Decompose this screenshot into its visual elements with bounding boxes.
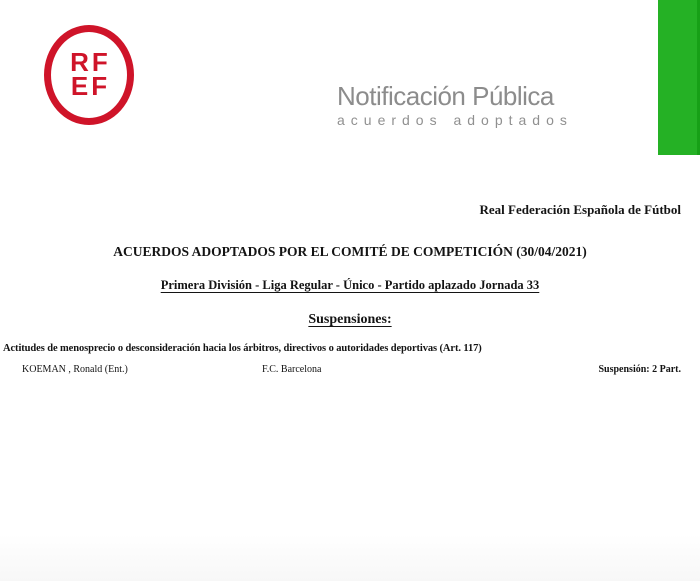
sanction-value: Suspensión: 2 Part. [598, 364, 681, 375]
brand-title: Notificación Pública [337, 81, 554, 111]
brand-header [337, 83, 573, 128]
section-title-suspensiones: Suspensiones: [308, 312, 392, 327]
rfef-logo-line2: EF [70, 71, 111, 101]
competition-line: Primera División - Liga Regular - Único - Partido aplazado Jornada 33 [160, 278, 540, 292]
sanction-club: F.C. Barcelona [262, 364, 322, 375]
org-name: Real Federación Española de Fútbol [479, 202, 681, 217]
green-accent-bar [658, 0, 700, 155]
rfef-logo-line1: RF [70, 47, 111, 78]
rfef-logo [44, 25, 134, 125]
sanction-person: KOEMAN , Ronald (Ent.) [22, 364, 128, 375]
document-heading: ACUERDOS ADOPTADOS POR EL COMITÉ DE COMPETICIÓN (30/04/2021) [113, 244, 587, 259]
infraction-description: Actitudes de menosprecio o desconsideración hacia los árbitros, directivos o autoridades deportivas (Art. 117) [3, 343, 482, 354]
brand-subtitle: acuerdos adoptados [337, 112, 573, 128]
